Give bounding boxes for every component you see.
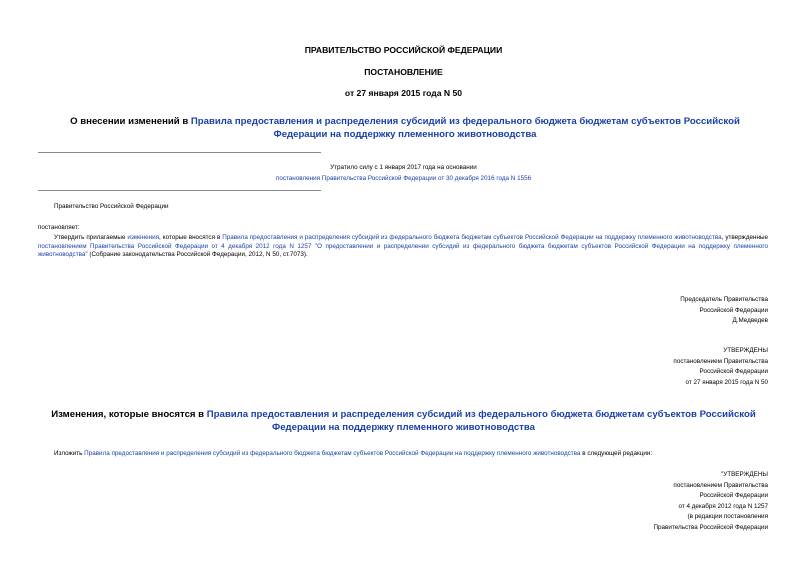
status-line: Утратило силу с 1 января 2017 года на основании [330,164,477,171]
signature-block [468,296,768,326]
approval-line-1: УТВЕРЖДЕНЫ [723,347,768,354]
title-rules-link[interactable]: Правила предоставления и распределения субсидий из федерального бюджета бюджетам субъектов Российской Федерации на поддержку племенного животноводства [190,116,740,140]
changes-paragraph [54,450,768,459]
government-name: ПРАВИТЕЛЬСТВО РОССИЙСКОЙ ФЕДЕРАЦИИ [304,45,503,55]
approval-block [468,347,768,387]
signature-title: Председатель Правительства [680,296,768,303]
p1-text-a: Утвердить прилагаемые [54,234,128,241]
divider-bottom [38,190,321,191]
approval2-line-2: постановлением Правительства [673,481,768,489]
approval2-line-5: (в редакции постановления [687,513,768,521]
approval-line-3: Российской Федерации [699,368,768,376]
changes-text-a: Изложить [54,450,85,457]
changes-title-rules-link[interactable]: Правила предоставления и распределения субсидий из федерального бюджета бюджетам субъектов Российской Федерации на поддержку племенного животноводства [206,409,756,433]
approval-line-2: постановлением Правительства [673,357,768,365]
approval2-line-6: Правительства Российской Федерации [653,523,768,531]
decree-1257-link[interactable]: постановлением Правительства Российской Федерации от 4 декабря 2012 года N 1257 "О предоставлении и распределении субсидий из федерального бюджета бюджетам субъектов Российской Федерации на поддержку племенного животноводства" [38,242,768,259]
signature-name: Д.Медведев [732,317,768,325]
government-line: Правительство Российской Федерации [54,203,169,210]
approval2-line-4: от 4 декабря 2012 года N 1257 [678,502,768,510]
changes-text-b: в следующей редакции: [580,450,653,457]
p1-text-b: , которые вносятся в [159,234,223,241]
changes-title-prefix: Изменения, которые вносятся в [51,409,207,420]
divider-top [38,152,321,153]
changes-rules-link[interactable]: Правила предоставления и распределения субсидий из федерального бюджета бюджетам субъектов Российской Федерации на поддержку племенного животноводства [84,450,581,457]
signature-title-2: Российской Федерации [699,306,768,314]
rules-link[interactable]: Правила предоставления и распределения субсидий из федерального бюджета бюджетам субъектов Российской Федерации на поддержку племенного животноводства [222,234,722,241]
approval-line-4: от 27 января 2015 года N 50 [685,378,768,386]
approval2-line-1: "УТВЕРЖДЕНЫ [720,471,768,478]
changes-title [40,409,767,434]
repeal-decree-link[interactable]: постановления Правительства Российской Федерации от 30 декабря 2016 года N 1556 [275,175,532,182]
changes-link[interactable]: изменения [127,234,160,241]
resolution-paragraph [38,234,768,260]
resolves-line: постановляет: [38,224,80,231]
approval2-line-3: Российской Федерации [699,492,768,500]
status-link-line [0,175,807,184]
p1-text-d: (Собрание законодательства Российской Федерации, 2012, N 50, ст.7073). [87,251,308,259]
title-prefix: О внесении изменений в [70,116,191,127]
document-date-number: от 27 января 2015 года N 50 [344,88,463,98]
p1-text-c: , утвержденные [721,234,769,241]
document-type: ПОСТАНОВЛЕНИЕ [364,67,443,77]
approval-block-2 [468,471,768,533]
document-title [60,116,750,141]
